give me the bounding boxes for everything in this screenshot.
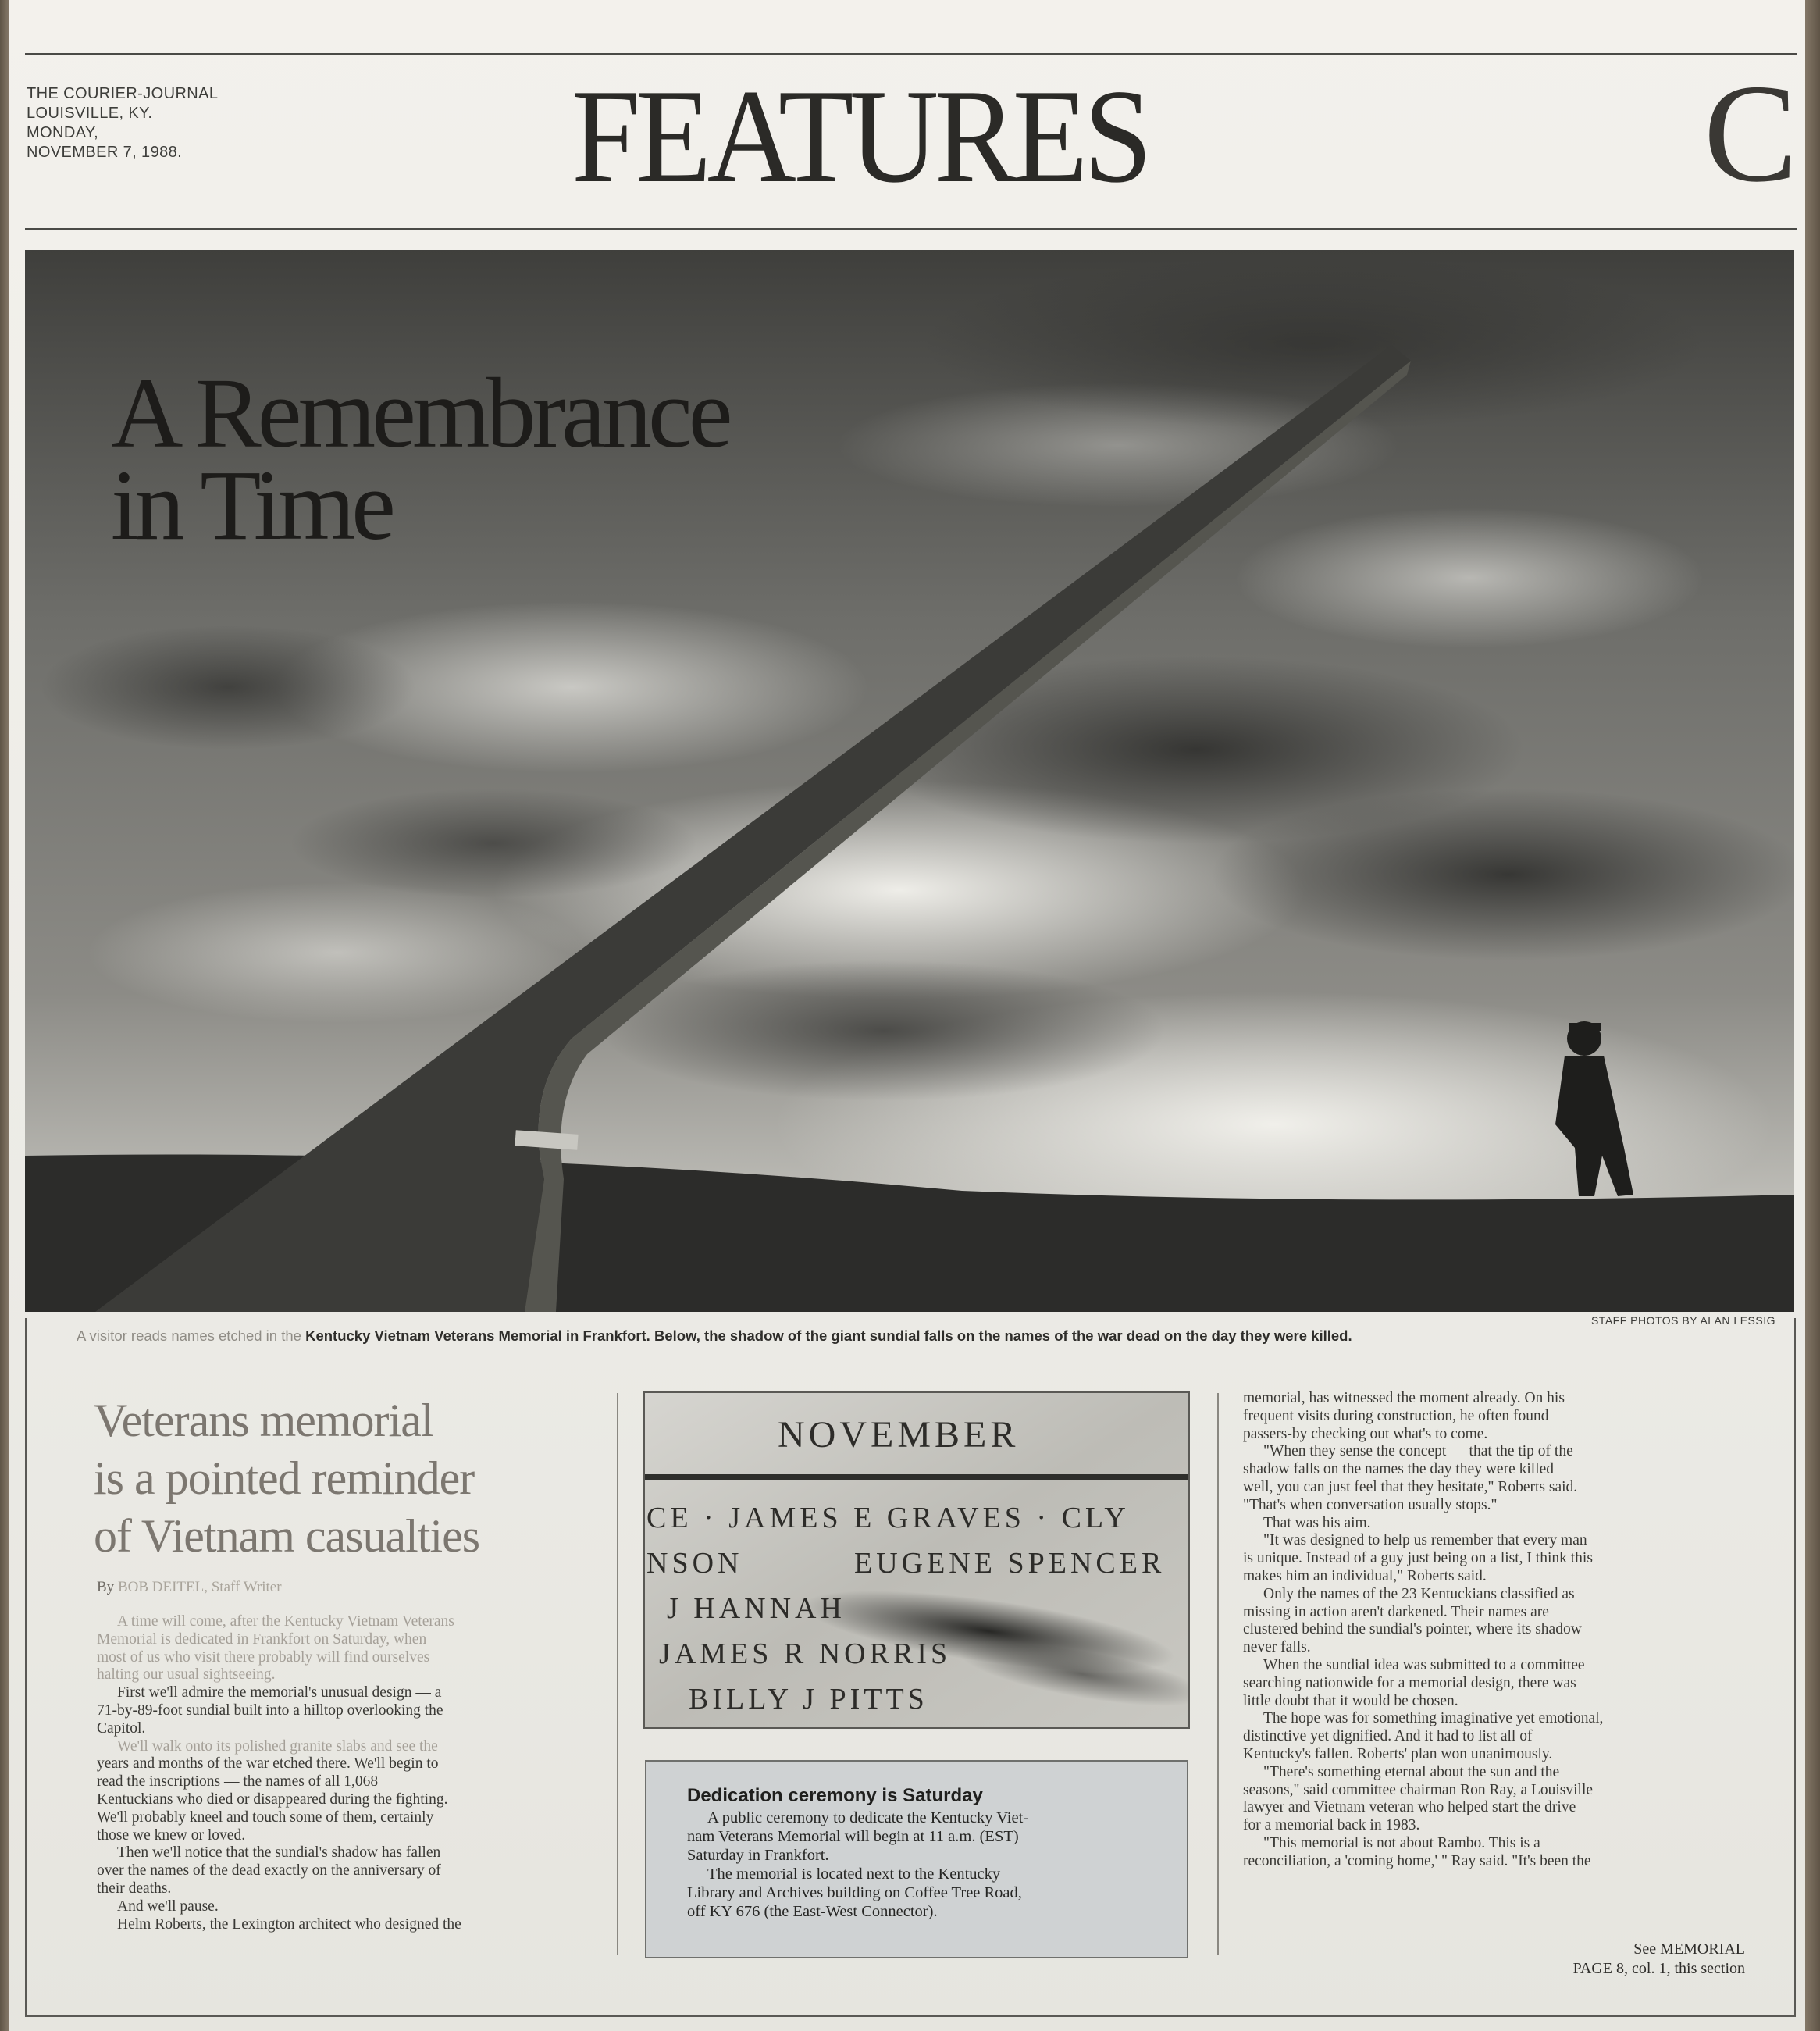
dedication-line: A public ceremony to dedicate the Kentucky Viet- <box>707 1809 1029 1826</box>
dedication-body <box>687 1808 1171 1921</box>
article-line: is unique. Instead of a guy just being on a list, I think this <box>1243 1550 1593 1567</box>
dedication-sidebar <box>645 1760 1188 1958</box>
article-line: read the inscriptions — the names of all 1,068 <box>97 1773 379 1790</box>
article-headline-line3: of Vietnam casualties <box>94 1510 480 1562</box>
dedication-line: The memorial is located next to the Kentucky <box>707 1865 1001 1883</box>
engraved-names-photo <box>643 1391 1190 1729</box>
article-line: Kentucky's fallen. Roberts' plan won unanimously. <box>1243 1745 1553 1762</box>
article-headline-line2: is a pointed reminder <box>94 1452 475 1504</box>
article-line: shadow falls on the names the day they were killed — <box>1243 1461 1573 1478</box>
article-line: most of us who visit there probably will find ourselves <box>97 1648 430 1666</box>
section-letter: C <box>1703 55 1797 211</box>
article-line: for a memorial back in 1983. <box>1243 1817 1420 1834</box>
engraved-name-row: CE · JAMES E GRAVES · CLY <box>646 1502 1130 1534</box>
article-line: seasons," said committee chairman Ron Ray, a Louisville <box>1243 1781 1594 1798</box>
paper-date: NOVEMBER 7, 1988. <box>27 144 183 161</box>
masthead-top-rule <box>25 53 1797 55</box>
byline-prefix: By <box>97 1579 115 1595</box>
article-line: First we'll admire the memorial's unusual design — a <box>117 1684 442 1701</box>
article-line: That was his aim. <box>1263 1514 1371 1531</box>
article-line: their deaths. <box>97 1880 172 1897</box>
engraved-name-row: EUGENE SPENCER <box>854 1547 1166 1580</box>
paper-city: LOUISVILLE, KY. <box>27 105 153 122</box>
article-line: never falls. <box>1243 1639 1311 1656</box>
byline <box>97 1579 597 1596</box>
article-line: "It was designed to help us remember that every man <box>1263 1532 1587 1549</box>
engraved-name-row: JAMES R NORRIS <box>659 1637 952 1670</box>
article-line: We'll probably kneel and touch some of them, certainly <box>97 1808 434 1826</box>
article-line: "There's something eternal about the sun and the <box>1263 1763 1560 1780</box>
masthead-dateline <box>27 84 323 162</box>
paper-name: THE COURIER-JOURNAL <box>27 85 219 102</box>
photo-caption-main: Kentucky Vietnam Veterans Memorial in Frankfort. Below, the shadow of the giant sundial falls on the names of the war dead on the day they were killed. <box>305 1327 1352 1344</box>
article-line: distinctive yet dignified. And it had to list all of <box>1243 1728 1533 1745</box>
dedication-line: nam Veterans Memorial will begin at 11 a.m. (EST) <box>687 1828 1019 1845</box>
article-line: "That's when conversation usually stops." <box>1243 1496 1498 1513</box>
article-line: We'll walk onto its polished granite slabs and see the <box>117 1737 438 1755</box>
newspaper-page <box>9 0 1805 2031</box>
article-line: 71-by-89-foot sundial built into a hilltop overlooking the <box>97 1701 443 1719</box>
article-right-column <box>1243 1390 1743 1871</box>
engraved-month: NOVEMBER <box>778 1414 1020 1456</box>
article-line: halting our usual sightseeing. <box>97 1666 276 1684</box>
article-line: Only the names of the 23 Kentuckians classified as <box>1263 1585 1575 1602</box>
column-divider-right <box>1217 1393 1219 1955</box>
article-left-column <box>97 1613 597 1933</box>
article-line: years and months of the war etched there. We'll begin to <box>97 1755 439 1773</box>
section-title: FEATURES <box>572 62 1149 211</box>
engraved-name-row: J HANNAH <box>667 1592 846 1625</box>
masthead-bottom-rule <box>25 228 1797 230</box>
dedication-line: Saturday in Frankfort. <box>687 1847 829 1864</box>
dedication-line: off KY 676 (the East-West Connector). <box>687 1903 938 1920</box>
article-line: lawyer and Vietnam veteran who helped start the drive <box>1243 1799 1576 1816</box>
article-line: reconciliation, a 'coming home,' " Ray said. "It's been the <box>1243 1852 1591 1869</box>
article-line: When the sundial idea was submitted to a committee <box>1263 1656 1585 1673</box>
paper-day: MONDAY, <box>27 124 99 141</box>
article-line: memorial, has witnessed the moment already. On his <box>1243 1390 1565 1406</box>
article-line: Then we'll notice that the sundial's shadow has fallen <box>117 1844 441 1862</box>
photo-credit: STAFF PHOTOS BY ALAN LESSIG <box>1590 1314 1775 1327</box>
hero-headline <box>111 358 892 561</box>
article-line: clustered behind the sundial's pointer, where its shadow <box>1243 1621 1582 1638</box>
jump-line1: See MEMORIAL <box>1633 1940 1745 1958</box>
article-line: "When they sense the concept — that the tip of the <box>1263 1443 1573 1460</box>
dedication-line: Library and Archives building on Coffee Tree Road, <box>687 1884 1022 1901</box>
article-line: Kentuckians who died or disappeared during the fighting. <box>97 1790 448 1808</box>
article-line: searching nationwide for a memorial design, there was <box>1243 1674 1576 1691</box>
column-divider-left <box>617 1393 618 1955</box>
jump-line2: PAGE 8, col. 1, this section <box>1572 1960 1745 1977</box>
article-line: makes him an individual," Roberts said. <box>1243 1567 1487 1584</box>
article-line: The hope was for something imaginative yet emotional, <box>1263 1710 1604 1727</box>
article-line: Capitol. <box>97 1719 146 1737</box>
hero-headline-line2: in Time <box>111 450 392 561</box>
photo-caption-faded: A visitor reads names etched in the <box>77 1327 301 1344</box>
article-line: those we knew or loved. <box>97 1826 246 1844</box>
article-line: little doubt that it would be chosen. <box>1243 1692 1458 1709</box>
article-line: frequent visits during construction, he often found <box>1243 1407 1549 1424</box>
engraved-name-row: BILLY J PITTS <box>689 1683 928 1716</box>
engraved-name-row: NSON <box>646 1547 743 1580</box>
article-line: "This memorial is not about Rambo. This is a <box>1263 1834 1540 1851</box>
article-headline-line1: Veterans memorial <box>94 1395 433 1446</box>
article-headline <box>94 1391 609 1565</box>
article-line: Helm Roberts, the Lexington architect who designed the <box>117 1915 461 1933</box>
hero-headline-line1: A Remembrance <box>111 358 729 469</box>
article-line: passers-by checking out what's to come. <box>1243 1425 1488 1442</box>
hero-photo <box>25 250 1794 1312</box>
article-line: over the names of the dead exactly on the anniversary of <box>97 1862 441 1880</box>
article-line: And we'll pause. <box>117 1897 219 1915</box>
byline-name: BOB DEITEL, Staff Writer <box>117 1579 282 1595</box>
article-line: Memorial is dedicated in Frankfort on Saturday, when <box>97 1630 427 1648</box>
article-line: missing in action aren't darkened. Their names are <box>1243 1603 1549 1620</box>
article-line: A time will come, after the Kentucky Vietnam Veterans <box>117 1613 454 1630</box>
dedication-title: Dedication ceremony is Saturday <box>687 1785 983 1806</box>
article-line: well, you can just feel that they hesitate," Roberts said. <box>1243 1478 1578 1495</box>
continued-jump-line <box>1337 1940 1745 1979</box>
